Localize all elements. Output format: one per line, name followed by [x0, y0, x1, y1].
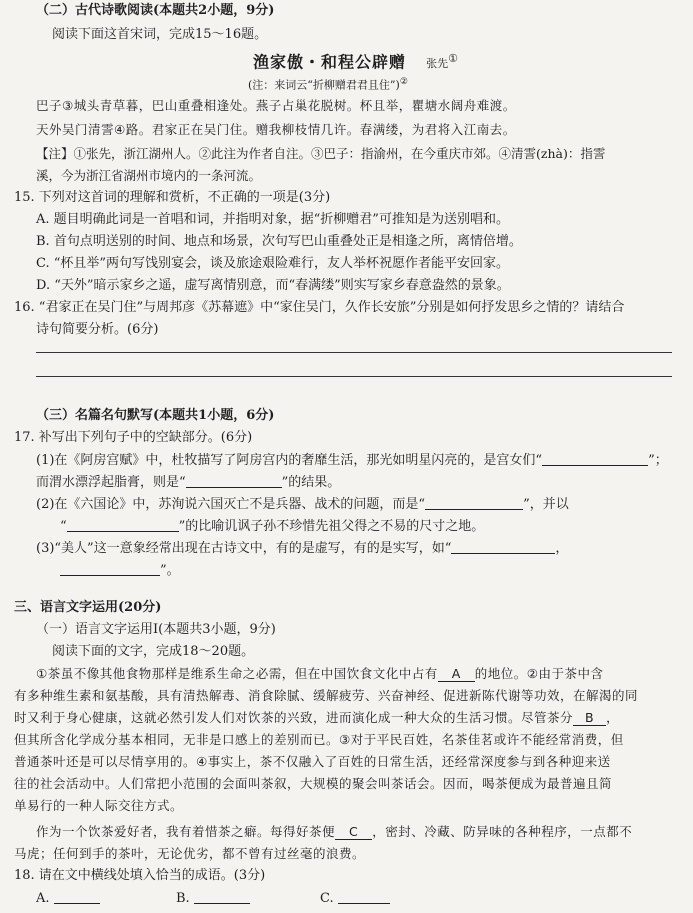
q17-3-line-2: [60, 561, 180, 580]
passage-line-3-text: 时又利于身心健康，这就必然引发人们对饮茶的兴致，进而演化成一种大众的生活习惯。尽管茶分: [14, 710, 574, 725]
q17-stem: 17. 补写出下列句子中的空缺部分。(6分): [14, 430, 253, 445]
q17-1-line-2: [36, 473, 340, 492]
q17-2-pre: “: [60, 519, 67, 534]
poem-author: 张先: [426, 57, 449, 71]
annotation-line-1: 【注】①张先，浙江湖州人。②此注为作者自注。③巴子：指渝州，在今重庆市郊。④清霅(zhà)：指霅: [36, 146, 606, 161]
poem-title: 渔家傲・和程公辟赠: [253, 52, 407, 72]
q17-3-end: ，: [555, 541, 569, 556]
passage-line-4: 但其所含化学成分基本相同，无非是口感上的差别而已。③对于平民百姓，名茶佳茗或许不能经常消费，但: [14, 732, 624, 747]
q17-2-line-1: [36, 495, 569, 514]
q16-answer-line-1[interactable]: [36, 352, 672, 353]
q17-2-line-2: [60, 517, 484, 536]
annotation-line-2: 溪，今为浙江省湖州市境内的一条河流。: [36, 168, 262, 183]
q17-1-post: ”的结果。: [281, 475, 341, 490]
q15-option-b: B. 首句点明送别的时间、地点和场景，次句写巴山重叠处正是相逢之所，离情倍增。: [36, 234, 522, 249]
q18-label-b: B.: [176, 891, 190, 906]
q17-1-pre: 而渭水漂浮起脂膏，则是“: [36, 475, 186, 490]
q15-stem: 15. 下列对这首词的理解和赏析，不正确的一项是(3分): [14, 190, 331, 205]
q18-answer-c: [320, 889, 390, 908]
q17-2-blank-1[interactable]: [425, 495, 523, 510]
section-heading-poetry: （二）古代诗歌阅读(本题共2小题，9分): [36, 3, 275, 18]
q17-1-blank-1[interactable]: [542, 451, 648, 466]
q18-blank-c[interactable]: [338, 889, 390, 904]
poem-line-2: 天外吴门清霅④路。君家正在吴门住。赠我柳枝情几许。春满缕，为君将入江南去。: [36, 122, 516, 137]
q18-stem: 18. 请在文中横线处填入恰当的成语。(3分): [14, 868, 266, 883]
q18-answer-b: [176, 889, 250, 908]
section-heading-recitation: （三）名篇名句默写(本题共1小题，6分): [36, 408, 275, 423]
q18-answer-a: [36, 889, 100, 908]
author-note-mark: ①: [448, 52, 459, 65]
q17-2-text: (2)在《六国论》中，苏洵说六国灭亡不是兵器、战术的问题，而是“: [36, 497, 426, 512]
q17-2-blank-2[interactable]: [67, 517, 179, 532]
passage-p2-line-1: [36, 823, 632, 841]
passage-line-6: 往的社会活动中。人们常把小范围的会面叫茶叙，大规模的聚会叫茶话会。因而，喝茶便成为最普遍且简: [14, 776, 613, 791]
passage-p2-line-1-end: ，密封、冷藏、防异味的各种程序，一点都不: [372, 824, 633, 839]
q16-stem-line-2: 诗句简要分析。(6分): [36, 322, 159, 337]
q17-1-end: ”；: [648, 453, 668, 468]
q17-1-text: (1)在《阿房宫赋》中，杜牧描写了阿房宫内的奢靡生活，那光如明星闪亮的，是宫女们“: [36, 453, 543, 468]
part3-intro: 阅读下面的文字，完成18～20题。: [52, 644, 255, 659]
q16-answer-line-2[interactable]: [36, 376, 672, 377]
passage-line-1-text: ①茶虽不像其他食物那样是维系生命之必需，但在中国饮食文化中占有: [36, 666, 438, 681]
poem-note-text: (注：来词云“折柳赠君君且住”): [248, 78, 400, 92]
q17-3-text: (3)“美人”这一意象经常出现在古诗文中，有的是虚写，有的是实写，如“: [36, 541, 452, 556]
q17-1-line-1: [36, 451, 668, 470]
q15-option-d: D. “天外”暗示家乡之遥，虚写离情别意，而“春满缕”则实写家乡春意盎然的景象。: [36, 278, 510, 293]
part3-heading: 三、语言文字运用(20分): [14, 600, 162, 615]
passage-p2-line-1-text: 作为一个饮茶爱好者，我有着惜茶之癖。每得好茶便: [36, 824, 336, 839]
passage-line-3: [14, 709, 619, 727]
q18-label-a: A.: [36, 891, 50, 906]
passage-line-1: [36, 665, 604, 683]
q16-stem-line-1: 16. “君家正在吴门住”与周邦彦《苏幕遮》中“家住吴门，久作长安旅”分别是如何抒发思乡之情的？请结合: [14, 300, 625, 315]
passage-line-2: 有多种维生素和氨基酸，具有清热解毒、消食除腻、缓解疲劳、兴奋神经、促进新陈代谢等功效，在解渴的同: [14, 688, 639, 703]
blank-a[interactable]: A: [438, 666, 475, 682]
q15-option-c: C. “杯且举”两句写饯别宴会，谈及旅途艰险难行，友人举杯祝愿作者能平安回家。: [36, 256, 510, 271]
q17-1-blank-2[interactable]: [186, 473, 282, 488]
passage-line-5: 普通茶叶还是可以尽情享用的。④事实上，茶不仅融入了百姓的日常生活，还经常深度参与到各种迎来送: [14, 754, 611, 769]
passage-line-3-end: ，: [606, 710, 620, 725]
q17-3-blank-1[interactable]: [451, 539, 555, 554]
q17-2-post: ”的比喻讥讽子孙不珍惜先祖父得之不易的尺寸之地。: [178, 519, 485, 534]
blank-c[interactable]: C: [335, 824, 372, 840]
q18-label-c: C.: [320, 891, 334, 906]
blank-b[interactable]: B: [573, 710, 606, 726]
poem-title-block: [253, 50, 458, 73]
poem-note: [248, 73, 408, 95]
q18-blank-a[interactable]: [54, 889, 100, 904]
q17-2-end: ”，并以: [523, 497, 569, 512]
poem-line-1: 巴子③城头青草暮，巴山重叠相逢处。燕子占巢花脱树。杯且举，瞿塘水阔舟难渡。: [36, 98, 516, 113]
poem-note-mark: ②: [399, 76, 409, 87]
passage-p2-line-2: 马虎；任何到手的茶叶，无论优劣，都不曾有过丝毫的浪费。: [14, 846, 366, 861]
q17-3-blank-2[interactable]: [60, 561, 160, 576]
part3-subheading: （一）语言文字运用Ⅰ(本题共3小题，9分): [36, 622, 276, 637]
q17-3-close: ”。: [160, 563, 180, 578]
passage-line-1-end: 的地位。②由于茶中含: [474, 666, 604, 681]
q15-option-a: A. 题目明确此词是一首唱和词，并指明对象，据“折柳赠君”可推知是为送别唱和。: [36, 212, 509, 227]
q18-blank-b[interactable]: [194, 889, 250, 904]
poetry-intro: 阅读下面这首宋词，完成15～16题。: [52, 27, 268, 42]
q17-3-line-1: [36, 539, 568, 558]
passage-line-7: 单易行的一种人际交往方式。: [14, 798, 184, 813]
